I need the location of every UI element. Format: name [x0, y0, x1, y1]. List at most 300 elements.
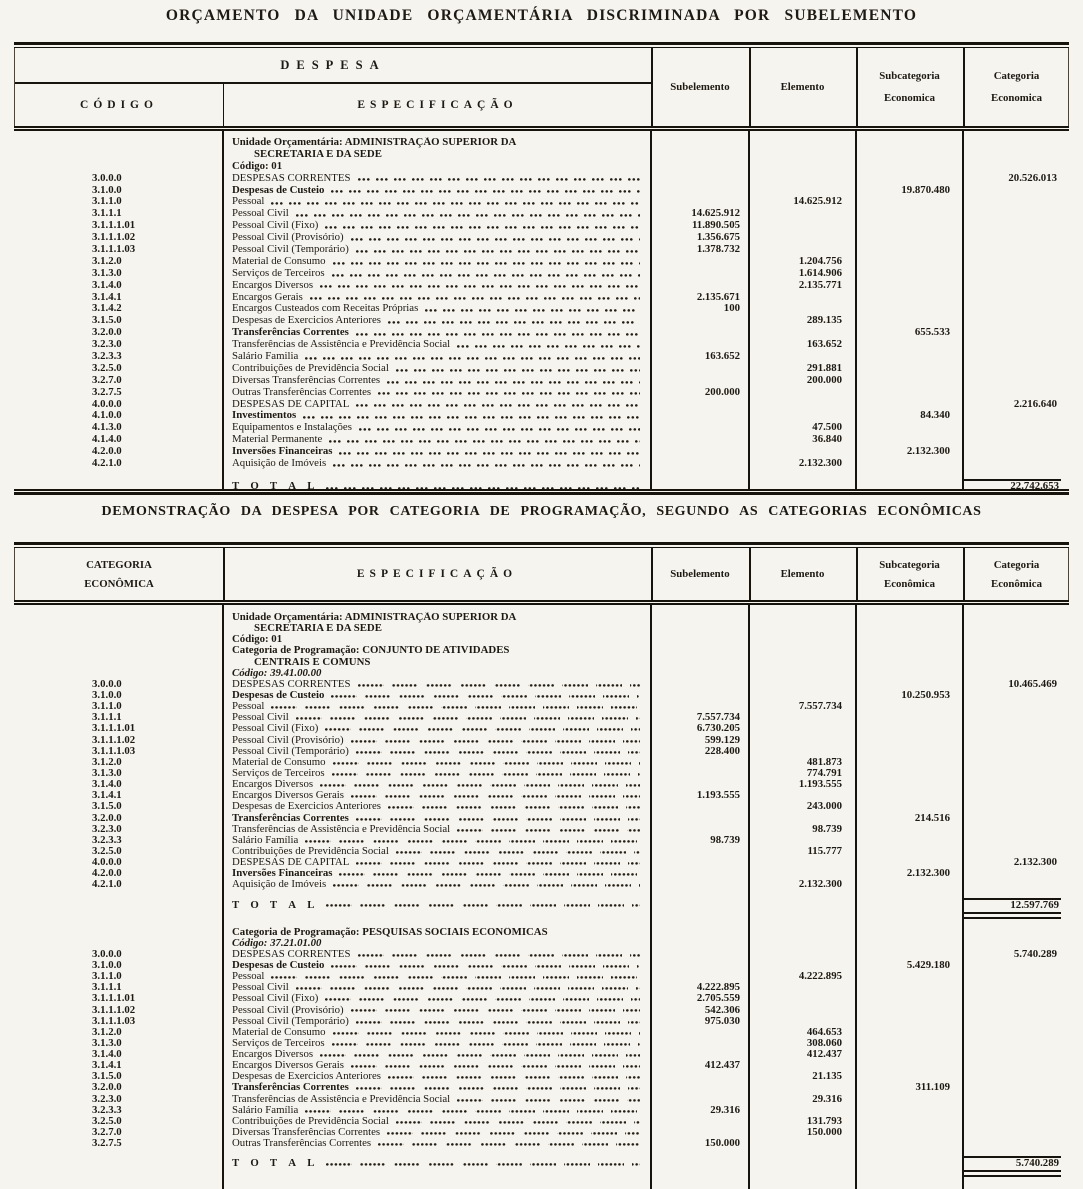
code-cell: 3.0.0.0: [92, 677, 122, 690]
spec-label: Investimentos: [232, 410, 297, 422]
spec-label: SECRETARIA E DA SEDE: [254, 623, 382, 635]
dot-leader: [339, 868, 640, 879]
table-row: [14, 1038, 1069, 1049]
code-cell: 3.2.3.0: [92, 822, 122, 835]
code-cell: 3.1.0.0: [92, 183, 122, 196]
code-cell: 3.2.3.3: [92, 833, 122, 846]
dot-leader: [358, 679, 641, 690]
spec-label: Material de Consumo: [232, 756, 326, 768]
dot-leader: [378, 1138, 640, 1149]
dot-leader: [296, 712, 640, 723]
spec-label: Encargos Diversos: [232, 1049, 314, 1061]
spec-label: Encargos Gerais: [232, 291, 303, 303]
spec-cell: [222, 161, 650, 173]
table-row: [14, 701, 1069, 712]
spec-cell: [222, 375, 650, 387]
intro-row: [14, 927, 1069, 938]
dot-leader: [331, 960, 640, 971]
spec-label: Material de Consumo: [232, 1026, 326, 1038]
spec-label: T O T A L: [232, 899, 319, 911]
header-label: Economica: [991, 92, 1042, 104]
header-categoria-economica: [963, 48, 1070, 126]
value-subcategoria: 84.340: [920, 409, 950, 422]
spec-cell: [222, 813, 650, 824]
value-elemento: 481.873: [806, 755, 842, 768]
table-row: [14, 960, 1069, 971]
spec-cell: [222, 835, 650, 846]
table-row: [14, 399, 1069, 411]
dot-leader: [351, 1005, 640, 1016]
dot-leader: [305, 351, 640, 363]
spec-cell: [222, 612, 650, 623]
spec-label: Salário Família: [232, 834, 299, 846]
dot-leader: [356, 327, 640, 339]
table1-header: [14, 48, 1069, 126]
table-row: [14, 813, 1069, 824]
dot-leader: [387, 375, 640, 387]
spec-label: Despesas de Exercicios Anteriores: [232, 801, 382, 813]
dot-leader: [356, 244, 640, 256]
table-row: [14, 801, 1069, 812]
column-divider: [855, 131, 857, 489]
spec-label: Código: 01: [232, 160, 283, 172]
code-cell: 3.1.1.1.01: [92, 219, 136, 232]
intro-row: [14, 623, 1069, 634]
code-cell: 3.2.3.3: [92, 1103, 122, 1116]
table-row: [14, 363, 1069, 375]
table-row: [14, 220, 1069, 232]
spec-cell: [222, 927, 650, 938]
table-row: [14, 993, 1069, 1004]
spec-label: Despesas de Custeio: [232, 959, 325, 971]
spec-cell: [222, 634, 650, 645]
header-subelemento: [651, 548, 749, 600]
spec-label: Transferências de Assistência e Previdência Social: [232, 823, 451, 835]
value-subelemento: 975.030: [704, 1014, 740, 1027]
dot-leader: [356, 1016, 640, 1027]
intro-row: [14, 634, 1069, 645]
value-elemento: 163.652: [806, 338, 842, 351]
spec-label: DESPESAS CORRENTES: [232, 172, 351, 184]
spec-cell: [222, 701, 650, 712]
table-row: [14, 303, 1069, 315]
spec-cell: [222, 679, 650, 690]
spec-cell: [222, 292, 650, 304]
value-subcategoria: 214.516: [914, 811, 950, 824]
spec-label: T O T A L: [232, 480, 319, 489]
spec-cell: [222, 960, 650, 971]
code-cell: 3.1.1.1.02: [92, 1003, 136, 1016]
code-cell: 3.1.4.0: [92, 278, 122, 291]
header-label: Economica: [884, 92, 935, 104]
value-elemento: 36.840: [812, 433, 842, 446]
spec-label: Salário Familia: [232, 351, 299, 363]
code-cell: 3.1.1.0: [92, 970, 122, 983]
value-elemento: 150.000: [806, 1126, 842, 1139]
table-row: [14, 351, 1069, 363]
value-subelemento: 542.306: [704, 1003, 740, 1016]
code-cell: 3.1.1.1: [92, 981, 122, 994]
spec-cell: [222, 949, 650, 960]
value-elemento: 2.132.300: [798, 878, 842, 891]
spec-label: Despesas de Custeio: [232, 184, 325, 196]
value-subelemento: 163.652: [704, 350, 740, 363]
spec-label: Despesas de Exercicios Anteriores: [232, 1071, 382, 1083]
spec-label: Aquisição de Imóveis: [232, 879, 327, 891]
header-label: Subelemento: [670, 568, 730, 580]
code-cell: 4.0.0.0: [92, 856, 122, 869]
spec-cell: [222, 351, 650, 363]
value-elemento: 412.437: [806, 1048, 842, 1061]
dot-leader: [271, 701, 640, 712]
intro-row: [14, 657, 1069, 668]
spec-cell: [222, 481, 650, 489]
spec-label: SECRETARIA E DA SEDE: [254, 148, 382, 160]
code-cell: 3.1.2.0: [92, 254, 122, 267]
table-row: [14, 971, 1069, 982]
spec-label: Outras Transferências Correntes: [232, 386, 372, 398]
spec-label: Pessoal Civil (Temporário): [232, 745, 349, 757]
spec-cell: [222, 280, 650, 292]
value-subelemento: 2.135.671: [696, 290, 740, 303]
table-row: [14, 173, 1069, 185]
spec-cell: [222, 868, 650, 879]
spec-cell: [222, 879, 650, 890]
table-row: [14, 196, 1069, 208]
code-cell: 4.1.4.0: [92, 433, 122, 446]
spec-cell: [222, 1016, 650, 1027]
code-cell: 3.1.4.0: [92, 778, 122, 791]
header-label: Econômica: [884, 577, 935, 590]
spec-cell: [222, 399, 650, 411]
value-subelemento: 6.730.205: [696, 722, 740, 735]
dot-leader: [271, 196, 640, 208]
value-subelemento: 599.129: [704, 733, 740, 746]
table-row: [14, 868, 1069, 879]
spec-label: Unidade Orçamentária: ADMINISTRAÇÃO SUPERIOR DA: [232, 137, 517, 148]
spec-label: Material Permanente: [232, 434, 323, 446]
dot-leader: [359, 422, 640, 434]
spec-cell: [222, 196, 650, 208]
header-categoria-economica: [963, 548, 1070, 600]
header-subcategoria-economica: [856, 548, 963, 600]
value-subelemento: 228.400: [704, 744, 740, 757]
dot-leader: [296, 982, 640, 993]
column-divider: [222, 605, 224, 1189]
value-categoria: 2.132.300: [1013, 856, 1057, 869]
code-cell: 3.1.0.0: [92, 958, 122, 971]
table-row: [14, 1116, 1069, 1127]
spec-cell: [222, 1005, 650, 1016]
spec-label: Transferências de Assistência e Previdência Social: [232, 1093, 451, 1105]
table-row: [14, 824, 1069, 835]
code-cell: 3.2.7.5: [92, 1137, 122, 1150]
value-elemento: 308.060: [806, 1036, 842, 1049]
value-elemento: 47.500: [812, 421, 842, 434]
spec-cell: [222, 857, 650, 868]
code-cell: 3.1.1.0: [92, 195, 122, 208]
dot-leader: [325, 220, 640, 232]
spec-label: CENTRAIS E COMUNS: [254, 656, 371, 668]
spec-cell: [222, 220, 650, 232]
spec-cell: [222, 1158, 650, 1169]
dot-leader: [457, 824, 640, 835]
code-cell: 4.1.3.0: [92, 421, 122, 434]
code-cell: 3.1.1.1.03: [92, 243, 136, 256]
total-value: 5.740.289: [962, 1156, 1061, 1177]
spec-cell: [222, 244, 650, 256]
table-row: [14, 1016, 1069, 1027]
spec-label: T O T A L: [232, 1158, 319, 1170]
spec-cell: [222, 735, 650, 746]
total-row: [14, 1156, 1069, 1170]
value-subcategoria: 2.132.300: [906, 445, 950, 458]
table-row: [14, 712, 1069, 723]
table-row: [14, 1005, 1069, 1016]
spec-cell: [222, 657, 650, 668]
code-cell: 3.1.2.0: [92, 1025, 122, 1038]
dot-leader: [351, 790, 640, 801]
dot-leader: [333, 458, 640, 470]
intro-row: [14, 938, 1069, 949]
code-cell: 3.2.3.0: [92, 338, 122, 351]
value-subelemento: 100: [723, 302, 740, 315]
header-elemento: [749, 548, 856, 600]
programacao-block: [14, 612, 1069, 912]
spec-cell: [222, 790, 650, 801]
spec-cell: [222, 712, 650, 723]
table-row: [14, 387, 1069, 399]
spec-cell: [222, 623, 650, 634]
spec-cell: [222, 422, 650, 434]
code-cell: 3.1.3.0: [92, 266, 122, 279]
header-especificacao: ESPECIFICAÇÃO: [223, 84, 651, 126]
spec-label: Encargos Diversos Gerais: [232, 1060, 344, 1072]
table-row: [14, 1027, 1069, 1038]
table-row: [14, 410, 1069, 422]
dot-leader: [271, 971, 640, 982]
spec-label: Pessoal Civil (Temporário): [232, 1015, 349, 1027]
value-elemento: 291.881: [806, 361, 842, 374]
spec-cell: [222, 458, 650, 470]
code-cell: 3.0.0.0: [92, 947, 122, 960]
spec-label: Encargos Diversos Gerais: [232, 790, 344, 802]
spec-label: Outras Transferências Correntes: [232, 1138, 372, 1150]
value-elemento: 464.653: [806, 1025, 842, 1038]
spec-cell: [222, 1049, 650, 1060]
spec-cell: [222, 746, 650, 757]
code-cell: 3.1.3.0: [92, 766, 122, 779]
code-cell: 3.1.1.0: [92, 700, 122, 713]
table-row: [14, 835, 1069, 846]
header-label: Subcategoria: [879, 70, 940, 82]
table-row: [14, 458, 1069, 470]
spec-cell: [222, 824, 650, 835]
spec-cell: [222, 1060, 650, 1071]
value-categoria: 10.465.469: [1008, 677, 1057, 690]
value-categoria: 20.526.013: [1008, 171, 1057, 184]
table-row: [14, 375, 1069, 387]
table-row: [14, 232, 1069, 244]
spec-cell: [222, 315, 650, 327]
spec-cell: [222, 846, 650, 857]
dot-leader: [356, 1082, 640, 1093]
code-cell: 3.2.5.0: [92, 844, 122, 857]
column-divider: [748, 605, 750, 1189]
header-label: Categoria: [993, 558, 1040, 571]
dot-leader: [325, 993, 640, 1004]
spec-label: Transferências de Assistência e Previdência Social: [232, 339, 451, 351]
column-divider: [962, 131, 964, 489]
header-especificacao: [223, 548, 651, 600]
spec-label: Inversões Financeiras: [232, 868, 333, 880]
code-cell: 4.2.1.0: [92, 878, 122, 891]
code-cell: 3.1.4.0: [92, 1048, 122, 1061]
dot-leader: [296, 208, 640, 220]
spec-cell: [222, 801, 650, 812]
dot-leader: [356, 813, 640, 824]
value-subelemento: 11.890.505: [692, 219, 740, 232]
dot-leader: [305, 835, 640, 846]
dot-leader: [305, 1105, 640, 1116]
value-subelemento: 1.356.675: [696, 231, 740, 244]
code-cell: 3.2.0.0: [92, 326, 122, 339]
dot-leader: [333, 757, 640, 768]
spec-cell: [222, 1105, 650, 1116]
table-row: [14, 280, 1069, 292]
spec-cell: [222, 256, 650, 268]
intro-row: [14, 161, 1069, 173]
spec-cell: [222, 1127, 650, 1138]
spec-cell: [222, 723, 650, 734]
table-row: [14, 846, 1069, 857]
dot-leader: [358, 949, 641, 960]
intro-row: [14, 137, 1069, 149]
code-cell: 3.1.1.1.03: [92, 744, 136, 757]
spec-label: Pessoal: [232, 196, 265, 208]
total-value: 22.742.653: [962, 479, 1061, 489]
spec-cell: [222, 1082, 650, 1093]
table-row: [14, 422, 1069, 434]
code-cell: 3.1.4.2: [92, 302, 122, 315]
spec-label: Serviços de Terceiros: [232, 767, 325, 779]
dot-leader: [378, 387, 640, 399]
value-categoria: 2.216.640: [1013, 397, 1057, 410]
value-elemento: 115.777: [807, 844, 842, 857]
dot-leader: [329, 434, 640, 446]
spec-cell: [222, 668, 650, 679]
value-elemento: 289.135: [806, 314, 842, 327]
dot-leader: [339, 446, 640, 458]
spec-label: Serviços de Terceiros: [232, 267, 325, 279]
code-cell: 3.1.1.1.01: [92, 992, 136, 1005]
code-cell: 3.1.1.1: [92, 711, 122, 724]
spec-cell: [222, 1094, 650, 1105]
table-row: [14, 244, 1069, 256]
table-orcamento-subelemento: [14, 42, 1069, 495]
header-label: Elemento: [780, 81, 825, 93]
spec-cell: [222, 208, 650, 220]
spec-cell: [222, 1071, 650, 1082]
header-despesa-group: [15, 48, 651, 126]
column-divider: [222, 131, 224, 489]
value-elemento: 1.614.906: [798, 266, 842, 279]
spec-label: Despesas de Exercicios Anteriores: [232, 315, 382, 327]
dot-leader: [457, 339, 640, 351]
dot-leader: [331, 690, 640, 701]
header-codigo: CÓDIGO: [80, 99, 158, 111]
code-cell: 3.2.7.5: [92, 385, 122, 398]
code-cell: 4.2.1.0: [92, 457, 122, 470]
spec-cell: [222, 982, 650, 993]
table-row: [14, 185, 1069, 197]
header-despesa: DESPESA: [15, 48, 651, 84]
spec-cell: [222, 690, 650, 701]
value-subcategoria: 2.132.300: [906, 867, 950, 880]
value-elemento: 1.193.555: [798, 778, 842, 791]
table-row: [14, 723, 1069, 734]
spec-label: Aquisição de Imóveis: [232, 458, 327, 470]
spec-label: Encargos Diversos: [232, 279, 314, 291]
spec-label: Contribuições de Previdência Social: [232, 845, 389, 857]
spec-label: Pessoal Civil (Temporário): [232, 244, 349, 256]
value-elemento: 21.135: [812, 1070, 842, 1083]
spec-label: Transferências Correntes: [232, 1082, 349, 1094]
dot-leader: [320, 280, 640, 292]
dot-leader: [333, 879, 640, 890]
spec-label: Pessoal Civil (Fixo): [232, 723, 319, 735]
value-categoria: [962, 479, 1069, 489]
value-subelemento: 98.739: [710, 833, 740, 846]
table-row: [14, 779, 1069, 790]
value-elemento: 1.204.756: [798, 254, 842, 267]
code-cell: 3.1.2.0: [92, 755, 122, 768]
spec-cell: [222, 971, 650, 982]
spec-label: Inversões Financeiras: [232, 446, 333, 458]
table-row: [14, 446, 1069, 458]
dot-leader: [351, 735, 640, 746]
table-row: [14, 768, 1069, 779]
dot-leader: [351, 232, 640, 244]
code-cell: 3.1.5.0: [92, 800, 122, 813]
table2-body: [14, 605, 1069, 1189]
spec-cell: [222, 645, 650, 656]
table-row: [14, 1094, 1069, 1105]
spec-cell: [222, 185, 650, 197]
value-subcategoria: 655.533: [914, 326, 950, 339]
intro-row: [14, 612, 1069, 623]
spec-label: Pessoal: [232, 701, 265, 713]
value-subcategoria: 311.109: [915, 1081, 950, 1094]
header-label: ESPECIFICAÇÃO: [356, 568, 518, 580]
spec-label: Categoria de Programação: PESQUISAS SOCIAIS ECONÔMICAS: [232, 926, 548, 938]
spec-cell: [222, 327, 650, 339]
spec-cell: [222, 363, 650, 375]
value-elemento: 2.135.771: [798, 278, 842, 291]
code-cell: 3.1.4.1: [92, 1059, 122, 1072]
spec-label: Unidade Orçamentária: ADMINISTRAÇÃO SUPERIOR DA: [232, 612, 517, 623]
dot-leader: [331, 185, 640, 197]
dot-leader: [320, 779, 640, 790]
dot-leader: [303, 410, 640, 422]
spec-cell: [222, 1027, 650, 1038]
spec-cell: [222, 993, 650, 1004]
spec-label: Diversas Transferências Correntes: [232, 1127, 381, 1139]
spec-label: Pessoal Civil: [232, 982, 289, 994]
programacao-block: [14, 927, 1069, 1171]
spec-cell: [222, 339, 650, 351]
code-cell: 3.1.1.1.02: [92, 231, 136, 244]
